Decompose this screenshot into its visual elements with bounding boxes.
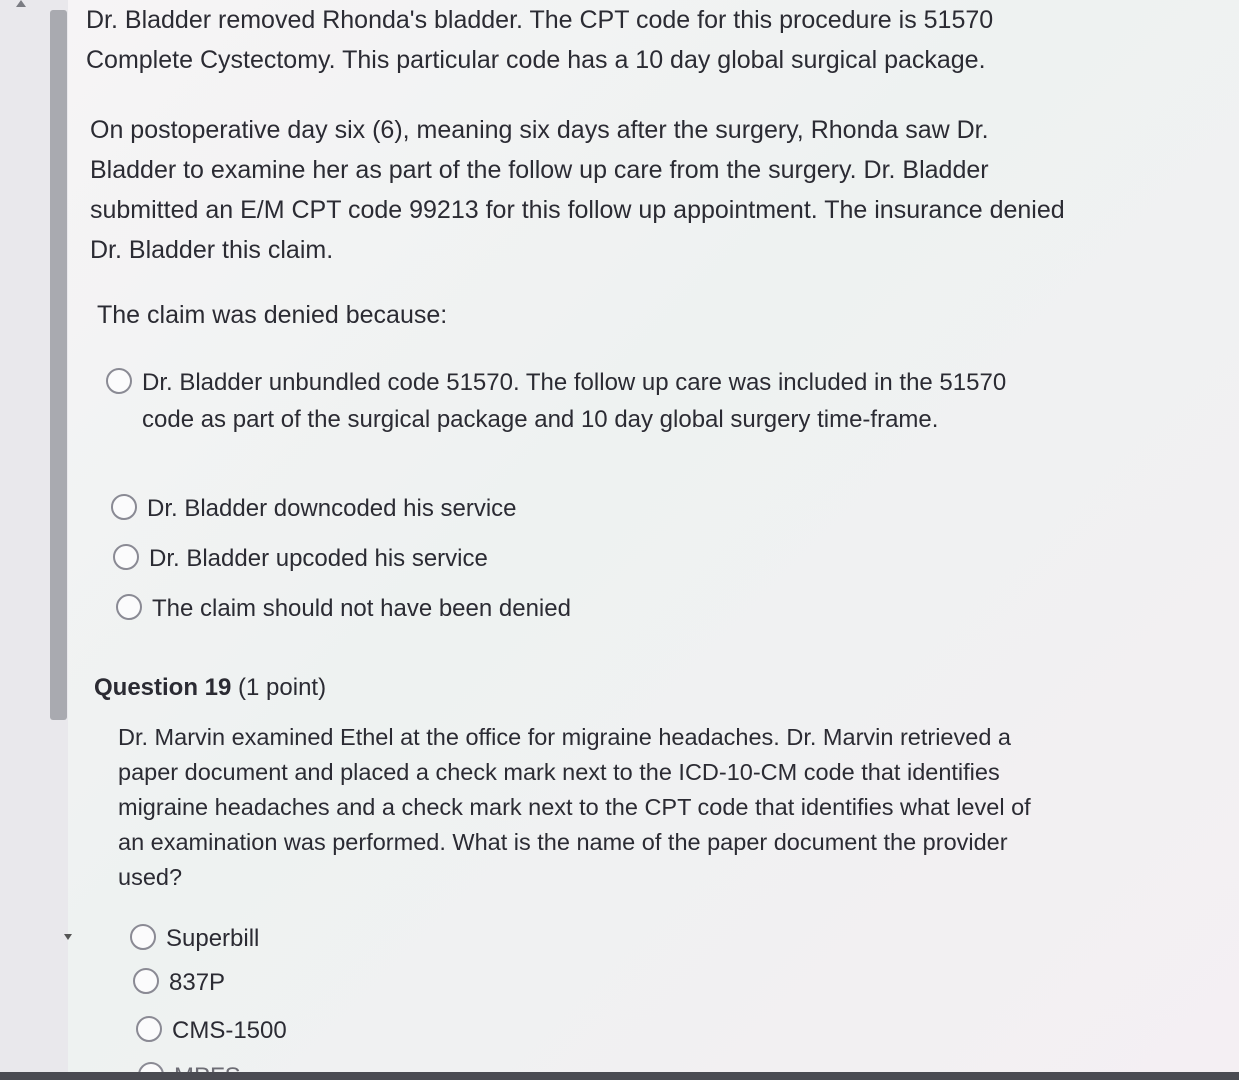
radio-button[interactable] — [116, 594, 142, 620]
radio-button[interactable] — [130, 924, 156, 950]
q19-option-cms-1500[interactable] — [136, 1012, 536, 1049]
option-label: Dr. Bladder downcoded his service — [147, 495, 517, 522]
option-label: The claim should not have been denied — [152, 595, 571, 622]
option-label: Dr. Bladder unbundled code 51570. The follow up care was included in the 51570 code as part of the surgical package and 10 day global surgery time-frame. — [142, 369, 1007, 433]
question-number: Question 19 — [94, 674, 232, 701]
q18-option-not-denied[interactable] — [116, 590, 676, 627]
radio-button[interactable] — [113, 544, 139, 570]
q18-option-upcoded[interactable] — [113, 540, 673, 577]
question-points: (1 point) — [238, 674, 327, 701]
q18-option-unbundled[interactable] — [106, 364, 1026, 438]
radio-button[interactable] — [106, 368, 132, 394]
q19-option-superbill[interactable] — [130, 920, 530, 957]
question-18-prompt: The claim was denied because: — [97, 301, 448, 329]
question-19-text: Dr. Marvin examined Ethel at the office for migraine headaches. Dr. Marvin retrieved a paper document and placed a check mark next to the ICD-10-CM code that identifies migraine headaches and a check mark next to the CPT code that identifies what level of an examination was performed. What is the name of the paper document the provider used? — [118, 724, 1031, 890]
option-label: 837P — [169, 969, 226, 996]
radio-button[interactable] — [133, 968, 159, 994]
question-19-heading — [94, 670, 326, 706]
q19-option-837p[interactable] — [133, 964, 533, 1001]
question-18-detail: On postoperative day six (6), meaning six days after the surgery, Rhonda saw Dr. Bladder to examine her as part of the follow up care from the surgery. Dr. Bladder submitted an E/M CPT code 99213 for this follow up appointment. The insurance denied Dr. Bladder this claim. — [90, 116, 1065, 264]
radio-button[interactable] — [111, 494, 137, 520]
taskbar-edge — [0, 1072, 1239, 1080]
radio-button[interactable] — [136, 1016, 162, 1042]
option-label: Dr. Bladder upcoded his service — [149, 545, 488, 572]
option-label: Superbill — [166, 925, 260, 952]
option-label: CMS-1500 — [172, 1017, 287, 1044]
question-18-scenario: Dr. Bladder removed Rhonda's bladder. The CPT code for this procedure is 51570 Complete Cystectomy. This particular code has a 10 day global surgical package. — [86, 6, 994, 74]
q18-option-downcoded[interactable] — [111, 490, 671, 527]
